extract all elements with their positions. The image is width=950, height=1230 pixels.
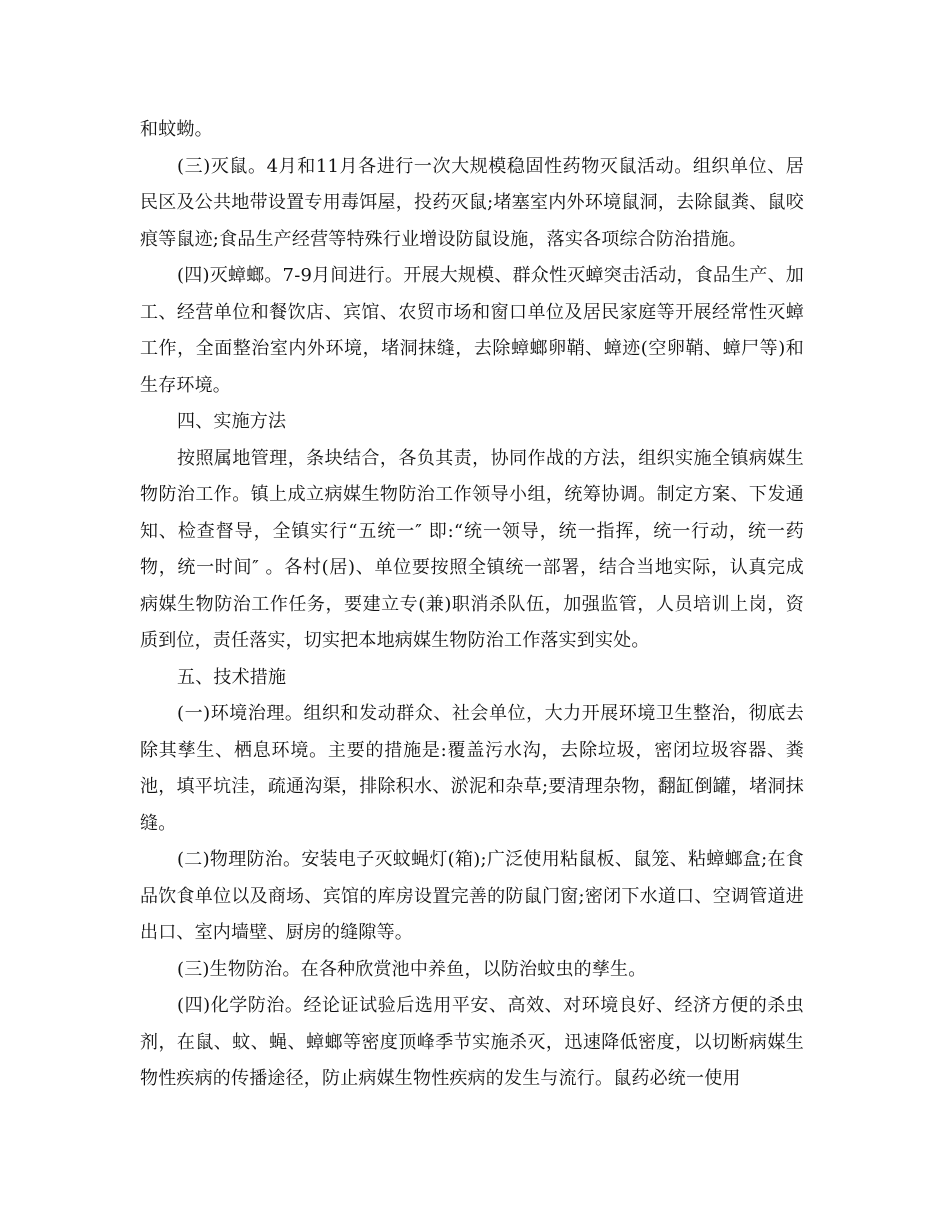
paragraph-chemical: (四)化学防治。经论证试验后选用平安、高效、对环境良好、经济方便的杀虫剂，在鼠、蚊、蝇、蟑螂等密度顶峰季节实施杀灭，迅速降低密度，以切断病媒生物性疾病的传播途径，防止病媒生物性疾病的发生与流行。鼠药必统一使用 — [140, 995, 804, 1089]
paragraph-cockroach-control: (四)灭蟑螂。7-9月间进行。开展大规模、群众性灭蟑突击活动，食品生产、加工、经营单位和餐饮店、宾馆、农贸市场和窗口单位及居民家庭等开展经常性灭蟑工作，全面整治室内外环境，堵洞抹缝，去除蟑螂卵鞘、蟑迹(空卵鞘、蟑尸等)和生存环境。 — [140, 265, 804, 396]
paragraph-continuation: 和蚊蚴。 — [140, 119, 213, 140]
document-body — [140, 112, 804, 1098]
paragraph-environment: (一)环境治理。组织和发动群众、社会单位，大力开展环境卫生整治，彻底去除其孳生、栖息环境。主要的措施是:覆盖污水沟，去除垃圾，密闭垃圾容器、粪池，填平坑洼，疏通沟渠，排除积水、淤泥和杂草;要清理杂物，翻缸倒罐，堵洞抹缝。 — [140, 703, 804, 834]
section-heading-implementation: 四、实施方法 — [177, 411, 287, 432]
paragraph-biological: (三)生物防治。在各种欣赏池中养鱼，以防治蚊虫的孳生。 — [177, 958, 647, 980]
paragraph-rodent-control: (三)灭鼠。4月和11月各进行一次大规模稳固性药物灭鼠活动。组织单位、居民区及公共地带设置专用毒饵屋，投药灭鼠;堵塞室内外环境鼠洞，去除鼠粪、鼠咬痕等鼠迹;食品生产经营等特殊行业增设防鼠设施，落实各项综合防治措施。 — [140, 155, 804, 250]
paragraph-physical: (二)物理防治。安装电子灭蚊蝇灯(箱);广泛使用粘鼠板、鼠笼、粘蟑螂盒;在食品饮食单位以及商场、宾馆的库房设置完善的防鼠门窗;密闭下水道口、空调管道进出口、室内墙壁、厨房的缝隙等。 — [140, 849, 804, 943]
section-heading-technical: 五、技术措施 — [177, 666, 287, 688]
paragraph-implementation: 按照属地管理，条块结合，各负其责，协同作战的方法，组织实施全镇病媒生物防治工作。镇上成立病媒生物防治工作领导小组，统筹协调。制定方案、下发通知、检查督导，全镇实行“五统一″ 即:“统一领导，统一指挥，统一行动，统一药物，统一时间″ 。各村(居)、单位要按照全镇统一部署，结合当地实际，认真完成病媒生物防治工作任务，要建立专(兼)职消杀队伍，加强监管，人员培训上岗，资质到位，责任落实，切实把本地病媒生物防治工作落实到实处。 — [140, 447, 804, 651]
